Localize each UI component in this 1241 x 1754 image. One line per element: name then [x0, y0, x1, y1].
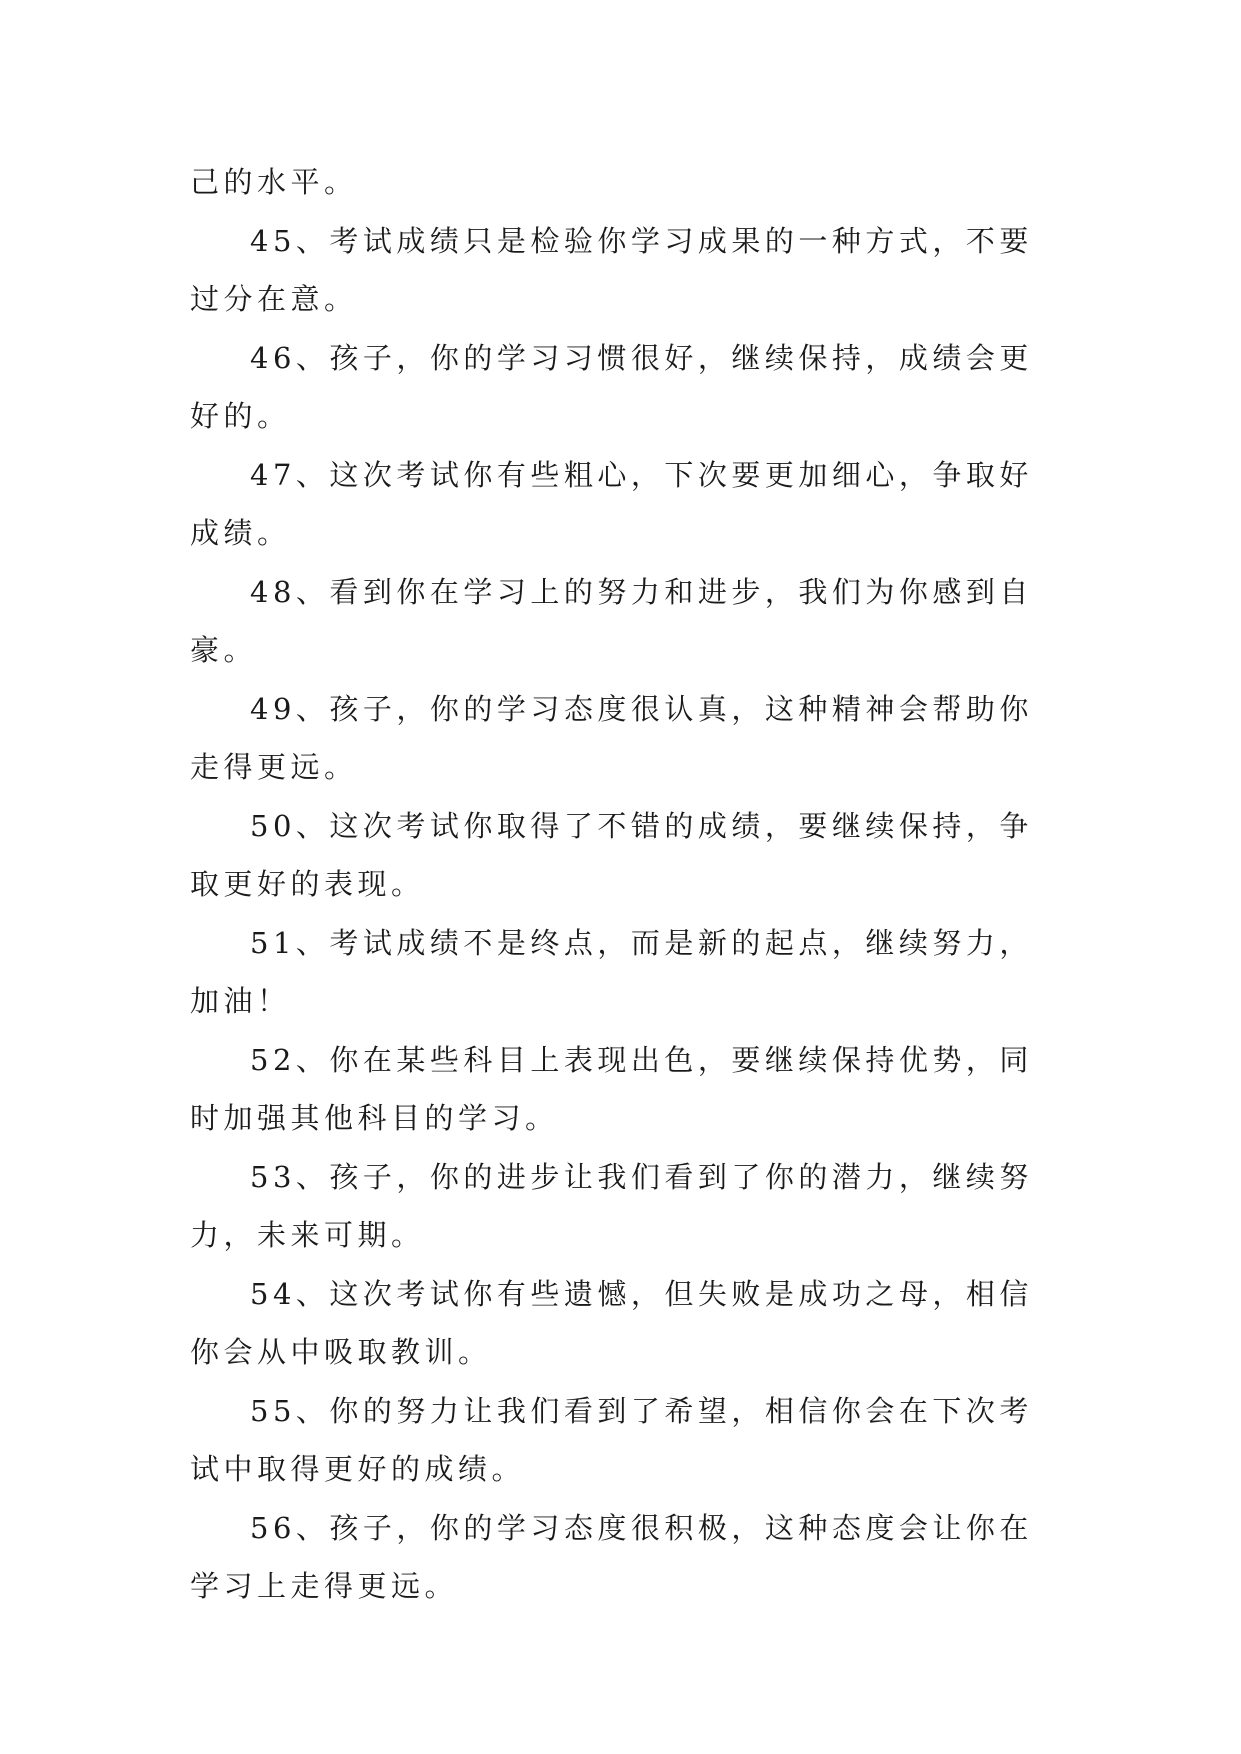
- paragraph-46: 46、孩子，你的学习习惯很好，继续保持，成绩会更好的。: [190, 340, 1033, 433]
- paragraph-54: 54、这次考试你有些遗憾，但失败是成功之母，相信你会从中吸取教训。: [190, 1276, 1033, 1369]
- paragraph-55: 55、你的努力让我们看到了希望，相信你会在下次考试中取得更好的成绩。: [190, 1393, 1033, 1486]
- paragraph-50: 50、这次考试你取得了不错的成绩，要继续保持，争取更好的表现。: [190, 808, 1033, 901]
- paragraph-53: 53、孩子，你的进步让我们看到了你的潜力，继续努力，未来可期。: [190, 1159, 1033, 1252]
- paragraph-48: 48、看到你在学习上的努力和进步，我们为你感到自豪。: [190, 574, 1033, 667]
- paragraph-49: 49、孩子，你的学习态度很认真，这种精神会帮助你走得更远。: [190, 691, 1033, 784]
- paragraph-45: 45、考试成绩只是检验你学习成果的一种方式，不要过分在意。: [190, 223, 1033, 316]
- paragraph-47: 47、这次考试你有些粗心，下次要更加细心，争取好成绩。: [190, 457, 1033, 550]
- paragraph-52: 52、你在某些科目上表现出色，要继续保持优势，同时加强其他科目的学习。: [190, 1042, 1033, 1135]
- document-body: [190, 153, 1062, 1616]
- paragraph-continuation: 己的水平。: [190, 165, 358, 199]
- paragraph-51: 51、考试成绩不是终点，而是新的起点，继续努力，加油！: [190, 925, 1033, 1018]
- paragraph-56: 56、孩子，你的学习态度很积极，这种态度会让你在学习上走得更远。: [190, 1510, 1033, 1603]
